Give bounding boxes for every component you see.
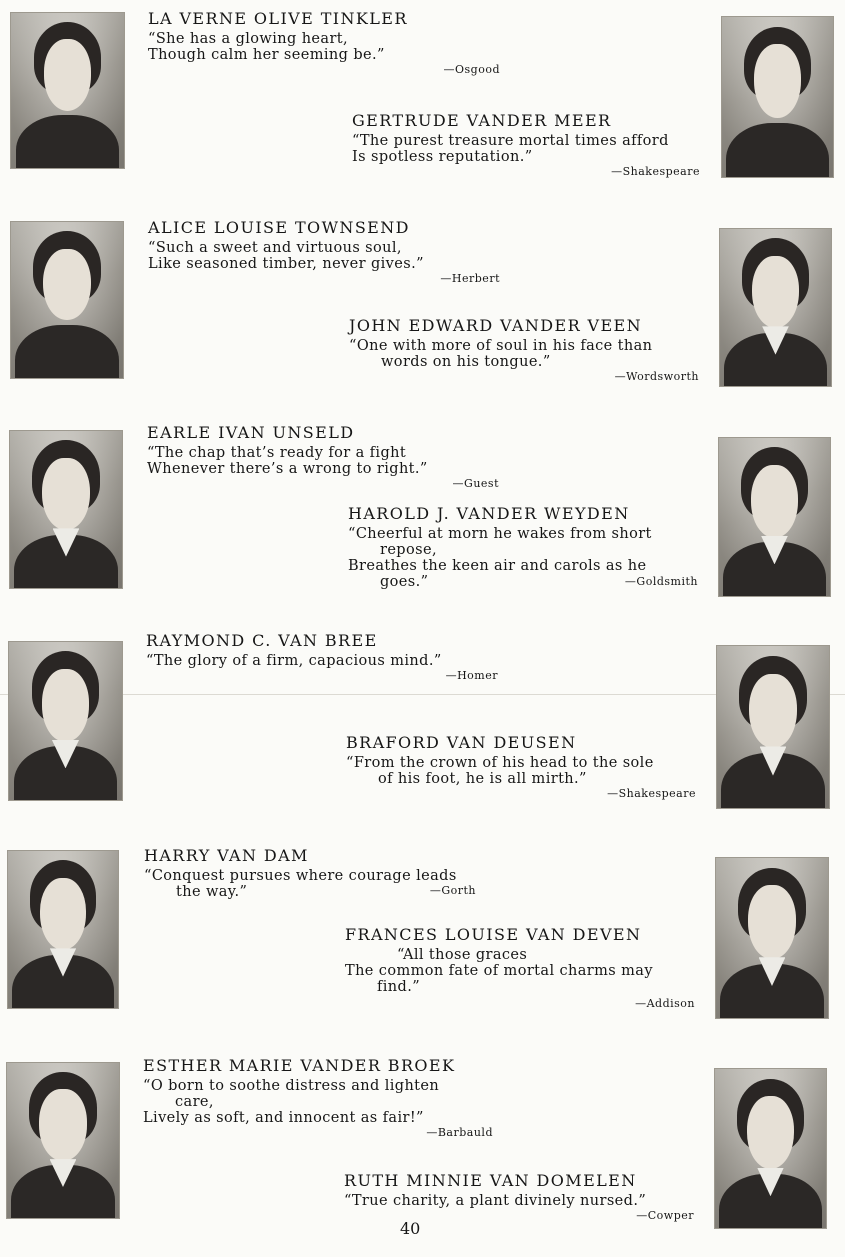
quote: [352, 133, 700, 165]
quote-line: “The glory of a firm, capacious mind.”: [146, 653, 442, 669]
quote-attribution: —Cowper: [636, 1209, 694, 1222]
quote-line: “O born to soothe distress and lighten: [143, 1078, 440, 1094]
quote-line: “Cheerful at morn he wakes from short: [348, 526, 652, 542]
quote-line: “Such a sweet and virtuous soul,: [148, 240, 402, 256]
quote: [346, 755, 696, 787]
quote-line: care,: [175, 1094, 214, 1110]
quote-line: repose,: [380, 542, 437, 558]
student-name: GERTRUDE VANDER MEER: [352, 111, 612, 130]
quote-attribution: —Homer: [445, 669, 498, 682]
quote-attribution: —Shakespeare: [611, 165, 700, 178]
portrait-photo: [6, 1062, 120, 1219]
portrait-photo: [7, 850, 119, 1009]
student-name: ALICE LOUISE TOWNSEND: [148, 218, 410, 237]
quote-line: goes.”: [380, 574, 429, 590]
student-name: HAROLD J. VANDER WEYDEN: [348, 504, 630, 523]
portrait-photo: [718, 437, 831, 597]
portrait-photo: [8, 641, 123, 801]
quote-line: “All those graces: [397, 947, 528, 963]
student-name: HARRY VAN DAM: [144, 846, 309, 865]
quote-line: Is spotless reputation.”: [352, 149, 533, 165]
quote: [148, 31, 500, 63]
quote-line: Though calm her seeming be.”: [148, 47, 385, 63]
senior-entry: [147, 423, 499, 490]
quote-line: “From the crown of his head to the sole: [346, 755, 654, 771]
quote-line: “She has a glowing heart,: [148, 31, 349, 47]
student-name: RAYMOND C. VAN BREE: [146, 631, 378, 650]
senior-entry: [346, 733, 696, 800]
quote: [148, 240, 500, 272]
senior-entry: [143, 1056, 493, 1139]
quote-line: the way.”: [176, 884, 248, 900]
senior-entry: [144, 846, 496, 900]
quote-attribution: —Shakespeare: [607, 787, 696, 800]
portrait-photo: [716, 645, 830, 809]
quote-line: “The purest treasure mortal times afford: [352, 133, 669, 149]
quote: [344, 1193, 694, 1209]
quote: [146, 653, 498, 669]
quote-attribution: —Addison: [635, 997, 695, 1010]
senior-entry: [352, 111, 700, 178]
quote: [349, 338, 699, 370]
student-name: ESTHER MARIE VANDER BROEK: [143, 1056, 456, 1075]
quote: [143, 1078, 493, 1126]
student-name: LA VERNE OLIVE TINKLER: [148, 9, 408, 28]
senior-entry: [345, 925, 695, 1010]
quote: [345, 947, 695, 995]
quote: [147, 445, 499, 477]
quote-attribution: —Herbert: [440, 272, 500, 285]
quote-line: Breathes the keen air and carols as he: [348, 558, 647, 574]
quote-line: of his foot, he is all mirth.”: [378, 771, 587, 787]
student-name: RUTH MINNIE VAN DOMELEN: [344, 1171, 637, 1190]
quote-line: words on his tongue.”: [381, 354, 551, 370]
student-name: FRANCES LOUISE VAN DEVEN: [345, 925, 642, 944]
quote-line: “One with more of soul in his face than: [349, 338, 653, 354]
senior-entry: [348, 504, 698, 588]
student-name: EARLE IVAN UNSELD: [147, 423, 355, 442]
portrait-photo: [9, 430, 123, 589]
student-name: BRAFORD VAN DEUSEN: [346, 733, 577, 752]
quote-attribution: —Osgood: [443, 63, 500, 76]
student-name: JOHN EDWARD VANDER VEEN: [349, 316, 643, 335]
portrait-photo: [10, 221, 124, 379]
quote-line: Like seasoned timber, never gives.”: [148, 256, 424, 272]
page-number: 40: [400, 1219, 421, 1238]
senior-entry: [349, 316, 699, 383]
senior-entry: [148, 218, 500, 285]
quote-attribution: —Guest: [452, 477, 499, 490]
quote-attribution: —Gorth: [429, 884, 476, 897]
portrait-photo: [719, 228, 832, 387]
quote-attribution: —Wordsworth: [614, 370, 699, 383]
portrait-photo: [10, 12, 125, 169]
quote-attribution: —Barbauld: [426, 1126, 493, 1139]
quote-line: The common fate of mortal charms may: [345, 963, 653, 979]
quote-line: Whenever there’s a wrong to right.”: [147, 461, 428, 477]
senior-entry: [146, 631, 498, 682]
quote-attribution: —Goldsmith: [624, 575, 698, 588]
quote-line: “The chap that’s ready for a fight: [147, 445, 407, 461]
senior-entry: [344, 1171, 694, 1222]
quote-line: find.”: [377, 979, 421, 995]
portrait-photo: [715, 857, 829, 1019]
portrait-photo: [721, 16, 834, 178]
senior-entry: [148, 9, 500, 76]
quote-line: “True charity, a plant divinely nursed.”: [344, 1193, 647, 1209]
quote-line: “Conquest pursues where courage leads: [144, 868, 457, 884]
portrait-photo: [714, 1068, 827, 1229]
quote-line: Lively as soft, and innocent as fair!”: [143, 1110, 424, 1126]
